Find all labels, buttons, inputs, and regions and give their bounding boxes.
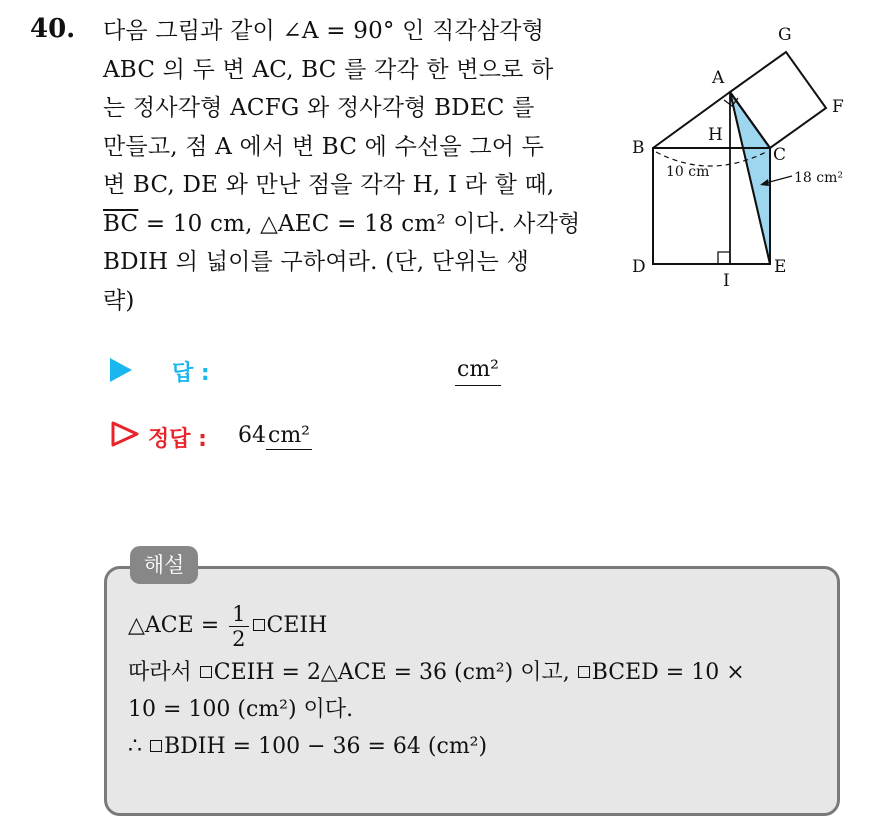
label-area: 18 cm² [794, 170, 843, 186]
explanation-tab: 해설 [130, 546, 198, 584]
fraction-numerator: 1 [229, 602, 248, 627]
answer-input-blank[interactable]: cm² [455, 356, 501, 386]
correct-answer-number: 64 [238, 423, 266, 448]
explanation-row-1-suffix: CEIH [266, 613, 328, 638]
label-a: A [712, 68, 725, 88]
question-number: 40. [30, 14, 76, 44]
explanation-row-1 [128, 598, 828, 654]
fraction-one-half [229, 602, 248, 651]
answer-label: 답 : [172, 361, 210, 386]
label-b: B [632, 138, 645, 158]
question-line-5: 변 BC, DE 와 만난 점을 각각 H, I 라 할 때, [103, 172, 555, 198]
label-i: I [723, 271, 730, 291]
question-line-4: 만들고, 점 A 에서 변 BC 에 수선을 그어 두 [103, 133, 545, 160]
label-f: F [832, 97, 844, 117]
question-line-6 [103, 205, 608, 244]
outline-arrow-icon [110, 420, 140, 448]
explanation-row-4-a: ∴ [128, 734, 149, 759]
question-line-7: BDIH 의 넓이를 구하여라. (단, 단위는 생 [103, 249, 529, 275]
question-line-1: 다음 그림과 같이 ∠A = 90° 인 직각삼각형 [103, 18, 545, 44]
explanation-row-2 [128, 654, 828, 691]
explanation-row-1-prefix: △ACE = [128, 613, 227, 638]
question-line-3: 는 정사각형 ACFG 와 정사각형 BDEC 를 [103, 95, 535, 121]
question-line-6-rest: = 10 cm, △AEC = 18 cm² 이다. 사각형 [138, 210, 581, 237]
question-line-8: 략) [103, 287, 135, 314]
explanation-row-2-a: 따라서 [128, 660, 199, 685]
label-d: D [632, 257, 646, 277]
square-symbol-icon [200, 666, 212, 678]
square-symbol-icon [578, 666, 590, 678]
geometry-figure [620, 20, 870, 295]
label-bc-length: 10 cm [666, 164, 710, 180]
explanation-row-3: 10 = 100 (cm²) 이다. [128, 697, 354, 722]
explanation-row-2-c: BCED = 10 × [591, 660, 745, 685]
square-symbol-icon [253, 619, 265, 631]
explanation-content [128, 598, 828, 765]
explanation-row-2-b: CEIH = 2△ACE = 36 (cm²) 이고, [213, 660, 577, 685]
play-arrow-icon [110, 358, 132, 382]
label-c: C [773, 145, 787, 165]
explanation-row-4 [128, 728, 828, 765]
right-angle-i [718, 252, 730, 264]
label-g: G [778, 25, 792, 45]
answer-row [110, 352, 530, 392]
fraction-denominator: 2 [232, 626, 246, 651]
question-text [103, 12, 608, 320]
question-line-2: ABC 의 두 변 AC, BC 를 각각 한 변으로 하 [103, 56, 554, 83]
correct-answer-row [110, 418, 530, 458]
label-e: E [774, 257, 787, 277]
correct-answer-label: 정답 : [148, 427, 207, 452]
correct-answer-value [238, 422, 312, 450]
segment-bc-overline: $\overline{BC}$ [103, 210, 139, 237]
correct-answer-unit: cm² [268, 423, 311, 448]
label-h: H [708, 125, 723, 145]
explanation-row-4-b: BDIH = 100 − 36 = 64 (cm²) [164, 734, 488, 759]
square-symbol-icon [150, 740, 162, 752]
